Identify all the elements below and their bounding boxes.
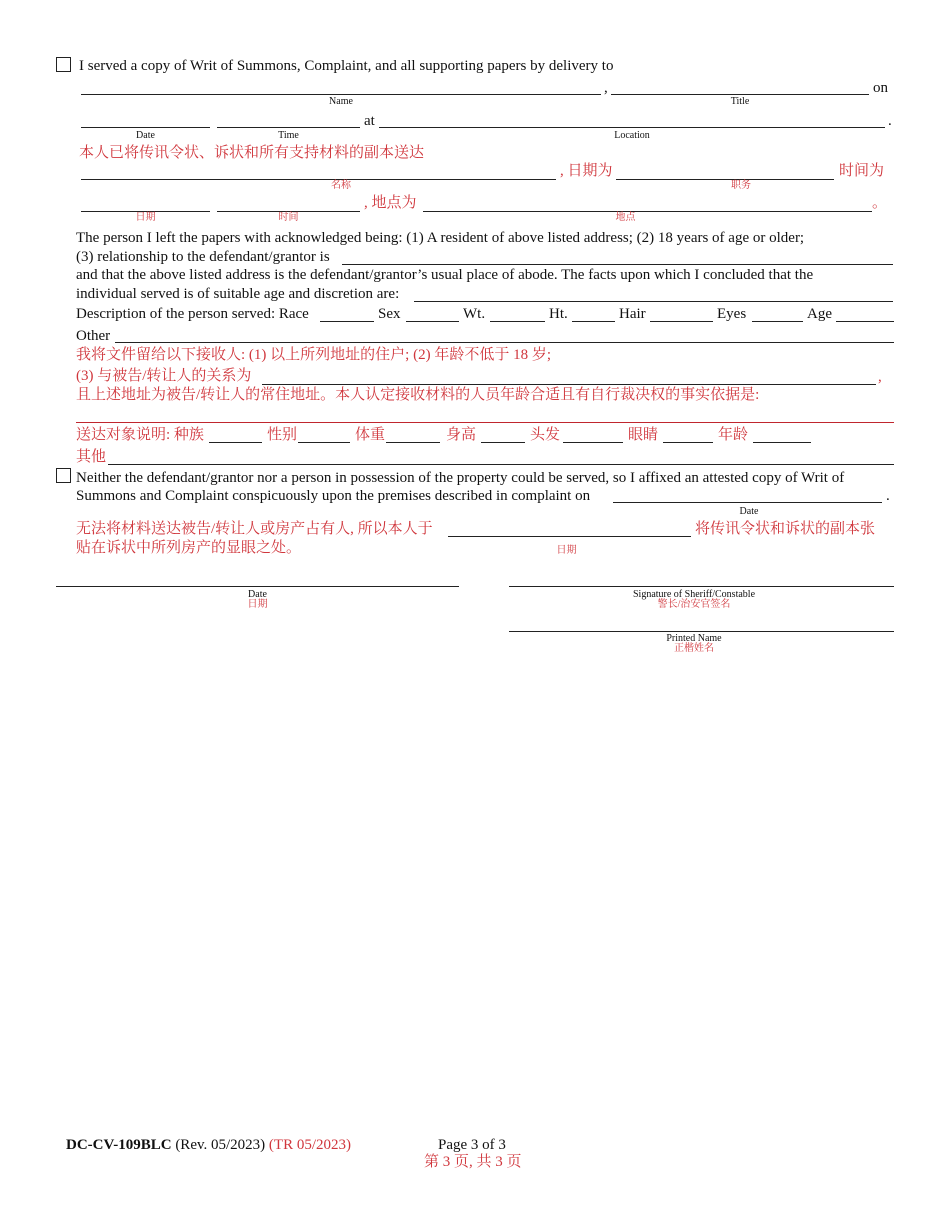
affixed-date-field-line[interactable] — [613, 502, 882, 503]
hair-field-line[interactable] — [650, 321, 713, 322]
signature-date-line[interactable] — [56, 586, 459, 587]
page-number: Page 3 of 3 — [438, 1137, 506, 1153]
race-field-line[interactable] — [320, 321, 374, 322]
time-zh-label: 时间为 — [839, 163, 885, 179]
other-label: Other — [76, 328, 111, 344]
title-zh-caption: 职务 — [731, 180, 751, 191]
other-zh-label: 其他 — [76, 449, 107, 465]
other-zh-field-line[interactable] — [108, 464, 894, 465]
affixed-line-2: Summons and Complaint conspicuously upon the premises described in complaint on — [76, 488, 591, 504]
ack-zh-line-1: 我将文件留给以下接收人: (1) 以上所列地址的住户; (2) 年龄不低于 18 岁; — [76, 347, 551, 363]
affixed-period: . — [886, 488, 890, 504]
ack-zh-line-2: (3) 与被告/转让人的关系为 — [76, 368, 252, 384]
sex-label: Sex — [378, 306, 401, 322]
served-by-delivery-label: I served a copy of Writ of Summons, Complaint, and all supporting papers by delivery to — [79, 58, 614, 74]
on-text: on — [873, 80, 888, 96]
location-caption: Location — [614, 130, 650, 141]
end-mark-zh: 。 — [872, 195, 888, 211]
eyes-label: Eyes — [717, 306, 747, 322]
form-revision: (Rev. 05/2023) — [175, 1137, 266, 1153]
signature-date-zh-caption: 日期 — [247, 599, 268, 610]
location-field-line[interactable] — [379, 127, 885, 128]
affixed-zh-line-1a: 无法将材料送达被告/转让人或房产占有人, 所以本人于 — [76, 521, 433, 537]
wt-zh-label: 体重 — [355, 427, 386, 443]
description-zh-label: 送达对象说明: 种族 — [76, 427, 204, 443]
ack-line-4: individual served is of suitable age and discretion are: — [76, 286, 400, 302]
name-field-line[interactable] — [81, 94, 601, 95]
facts-field-line[interactable] — [414, 301, 893, 302]
printed-name-caption: Printed Name — [666, 633, 722, 644]
sex-zh-label: 性别 — [267, 427, 298, 443]
sex-field-line[interactable] — [406, 321, 459, 322]
age-zh-field-line[interactable] — [753, 442, 811, 443]
title-caption: Title — [730, 96, 750, 107]
period-text: . — [888, 113, 892, 129]
age-field-line[interactable] — [836, 321, 894, 322]
relationship-zh-field-line[interactable] — [262, 384, 876, 385]
ack-zh-line-2-end: , — [878, 369, 882, 385]
date-caption: Date — [136, 130, 155, 141]
ht-zh-label: 身高 — [446, 427, 477, 443]
affixed-date-caption: Date — [739, 506, 759, 517]
printed-name-line[interactable] — [509, 631, 894, 632]
ht-label: Ht. — [549, 306, 568, 322]
printed-name-zh-caption: 正楷姓名 — [674, 643, 714, 654]
age-zh-label: 年龄 — [718, 427, 749, 443]
eyes-field-line[interactable] — [752, 321, 803, 322]
affixed-zh-date-caption: 日期 — [556, 545, 577, 556]
title-field-line[interactable] — [611, 94, 869, 95]
time-zh-caption: 时间 — [278, 212, 299, 223]
hair-zh-field-line[interactable] — [563, 442, 623, 443]
sex-zh-field-line[interactable] — [298, 442, 350, 443]
page-number-zh: 第 3 页, 共 3 页 — [424, 1154, 522, 1170]
comma-text: , — [604, 80, 608, 96]
hair-label: Hair — [619, 306, 646, 322]
affixed-zh-date-field-line[interactable] — [448, 536, 691, 537]
wt-zh-field-line[interactable] — [386, 442, 440, 443]
date-field-line[interactable] — [81, 127, 210, 128]
date-zh-caption: 日期 — [135, 212, 156, 223]
time-caption: Time — [278, 130, 299, 141]
affixed-copy-checkbox[interactable] — [56, 468, 71, 483]
name-caption: Name — [329, 96, 353, 107]
sheriff-signature-zh-caption: 警长/治安官签名 — [657, 599, 731, 610]
ack-zh-line-3: 且上述地址为被告/转让人的常住地址。本人认定接收材料的人员年龄合适且有自行裁决权的事实依据是: — [76, 387, 760, 403]
race-zh-field-line[interactable] — [209, 442, 262, 443]
signature-date-caption: Date — [248, 589, 267, 600]
form-translation-revision: (TR 05/2023) — [268, 1137, 351, 1153]
affixed-zh-line-1b: 将传讯令状和诉状的副本张 — [695, 521, 876, 537]
age-label: Age — [807, 306, 832, 322]
ht-field-line[interactable] — [572, 321, 615, 322]
eyes-zh-field-line[interactable] — [663, 442, 713, 443]
description-label: Description of the person served: Race — [76, 306, 309, 322]
eyes-zh-label: 眼睛 — [628, 427, 659, 443]
wt-field-line[interactable] — [490, 321, 545, 322]
ack-line-1: The person I left the papers with acknowledged being: (1) A resident of above listed address; (2) 18 years of age or older; — [76, 230, 805, 246]
sheriff-signature-line[interactable] — [509, 586, 894, 587]
served-by-delivery-checkbox[interactable] — [56, 57, 71, 72]
ack-line-2: (3) relationship to the defendant/grantor is — [76, 249, 330, 265]
served-zh-text: 本人已将传讯令状、诉状和所有支持材料的副本送达 — [79, 145, 425, 161]
name-zh-caption: 名称 — [331, 180, 351, 191]
sheriff-signature-caption: Signature of Sheriff/Constable — [632, 589, 756, 600]
affixed-zh-line-2: 贴在诉状中所列房产的显眼之处。 — [76, 540, 302, 556]
at-text: at — [364, 113, 375, 129]
wt-label: Wt. — [463, 306, 486, 322]
relationship-field-line[interactable] — [342, 264, 893, 265]
place-zh-caption: 地点 — [615, 212, 636, 223]
hair-zh-label: 头发 — [530, 427, 561, 443]
affixed-line-1: Neither the defendant/grantor nor a person in possession of the property could be served, so I affixed an attested copy of Writ of — [76, 470, 845, 486]
date-zh-label: , 日期为 — [560, 163, 613, 179]
form-id: DC-CV-109BLC — [66, 1137, 172, 1153]
form-footer — [66, 1136, 351, 1154]
time-field-line[interactable] — [217, 127, 360, 128]
facts-zh-field-line[interactable] — [76, 422, 894, 423]
ack-line-3: and that the above listed address is the defendant/grantor’s usual place of abode. The facts upon which I concluded that the — [76, 267, 814, 283]
place-zh-label: , 地点为 — [364, 195, 417, 211]
ht-zh-field-line[interactable] — [481, 442, 525, 443]
other-field-line[interactable] — [115, 342, 894, 343]
